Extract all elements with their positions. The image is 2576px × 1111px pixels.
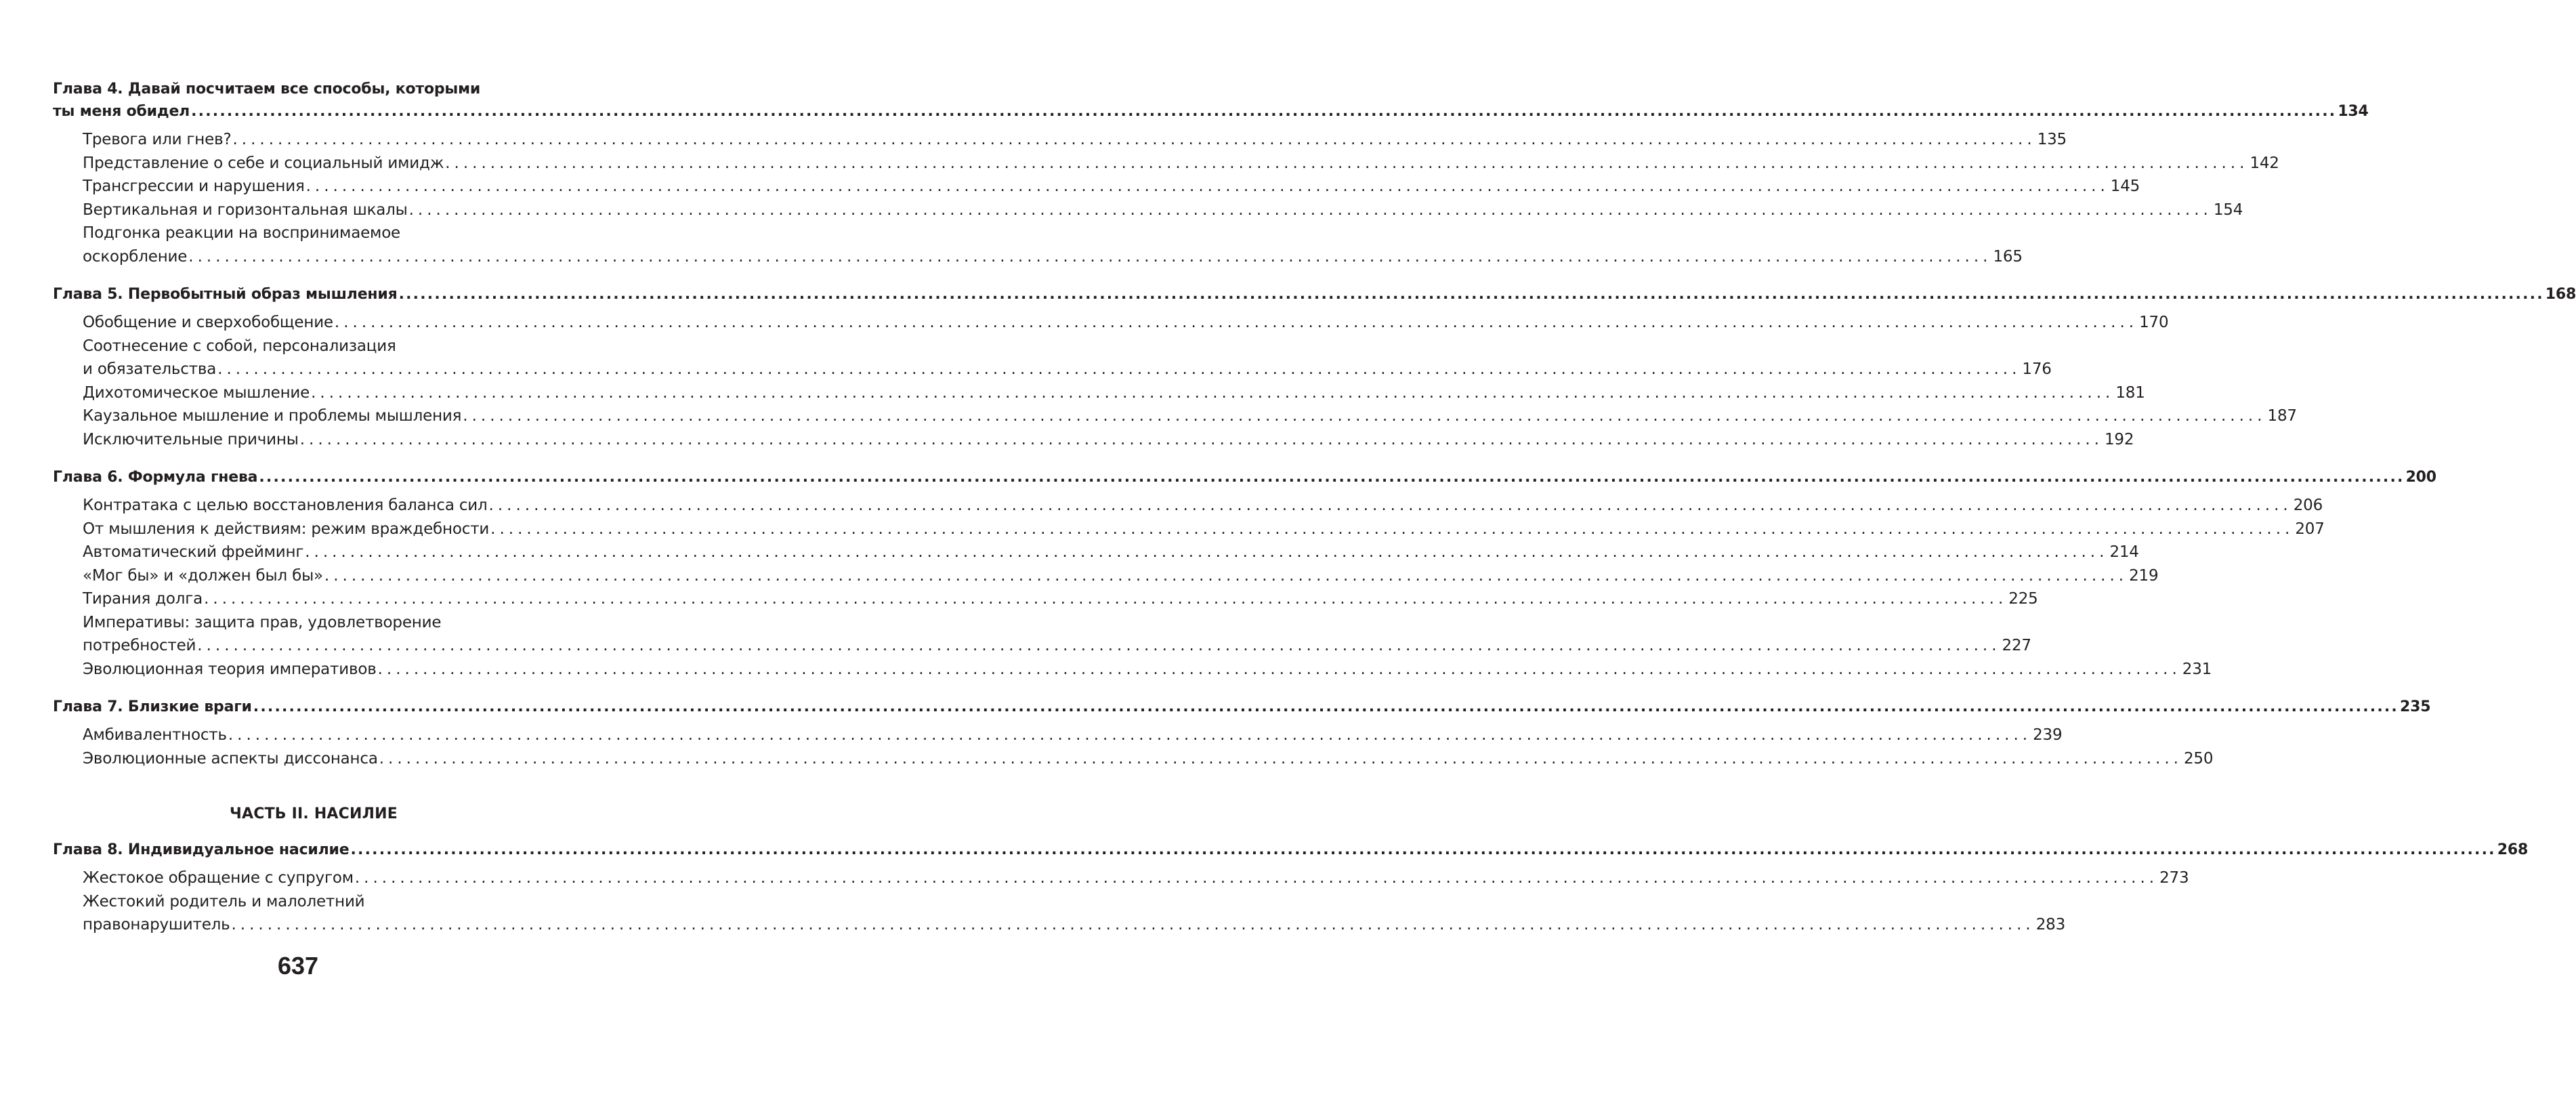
chapter-block (53, 839, 2529, 937)
leader-dots: ........................................................................................................................................................................................................ (311, 383, 2115, 402)
toc-entry (83, 175, 2140, 198)
toc-entry-text: Амбивалентность (83, 726, 227, 744)
leader-dots: ............................................................................................................................................................................................................................................................................................................ (350, 841, 2496, 858)
toc-entry (83, 152, 2279, 175)
chapter-title (53, 839, 2529, 861)
toc-entry-text: Жестокое обращение с супругом (83, 869, 354, 887)
toc-entry (83, 541, 2139, 564)
chapter-page: 168 (2545, 286, 2576, 303)
toc-entry-page: 225 (2008, 590, 2038, 608)
toc-entry (83, 611, 2031, 658)
toc-entry-text: Трансгрессии и нарушения (83, 177, 305, 195)
toc-entry (83, 518, 2325, 541)
leader-dots: ........................................................................................................................................................................................................ (197, 637, 2001, 654)
leader-dots: ........................................................................................................................................................................................................ (228, 726, 2032, 744)
toc-entry-text: Автоматический фрейминг (83, 543, 304, 561)
toc-entry-text: правонарушитель (83, 916, 230, 934)
toc-entry-page: 165 (1993, 247, 2023, 266)
leader-dots: ........................................................................................................................................................................................................ (377, 660, 2181, 678)
toc-entry (83, 198, 2243, 222)
toc-entry-page: 181 (2115, 383, 2145, 402)
toc-entry (83, 245, 2023, 269)
leader-dots: ........................................................................................................................................................................................................ (299, 430, 2103, 448)
toc-entry (83, 381, 2145, 405)
chapter-page: 235 (2400, 698, 2431, 715)
toc-entry-text: Каузальное мышление и проблемы мышления (83, 407, 462, 425)
toc-entry-page: 154 (2213, 201, 2243, 219)
toc-entry-page: 283 (2035, 916, 2066, 934)
leader-dots: ........................................................................................................................................................................................................ (305, 177, 2109, 195)
leader-dots: ............................................................................................................................................................................................................................................................................................................ (191, 103, 2337, 120)
toc-entry-text: Дихотомическое мышление (83, 383, 310, 402)
toc-entry-page: 273 (2159, 869, 2189, 887)
table-of-contents (53, 78, 2576, 952)
section-list (53, 724, 2214, 770)
toc-entry-page: 176 (2022, 360, 2052, 378)
section-list (53, 494, 2325, 681)
leader-dots: ........................................................................................................................................................................................................ (217, 360, 2021, 378)
leader-dots: ........................................................................................................................................................................................................ (204, 590, 2008, 608)
toc-entry-text: потребностей (83, 637, 196, 654)
leader-dots: ............................................................................................................................................................................................................................................................................................................ (259, 469, 2405, 486)
toc-entry (83, 311, 2169, 335)
toc-entry (83, 564, 2159, 588)
toc-entry-line: Соотнесение с собой, персонализация (83, 337, 396, 355)
toc-entry (83, 198, 2243, 222)
leader-dots: ........................................................................................................................................................................................................ (305, 543, 2109, 561)
chapter-title (53, 466, 2436, 488)
chapter-title (53, 283, 2576, 306)
chapter-title-entry (53, 100, 2369, 123)
toc-entry (83, 658, 2212, 682)
toc-entry-text: Тирания долга (83, 590, 203, 608)
toc-entry (83, 175, 2140, 198)
toc-entry (83, 747, 2214, 771)
toc-entry (83, 518, 2325, 541)
toc-entry-line: Жестокий родитель и малолетний (83, 892, 365, 910)
chapter-title-entry (53, 696, 2431, 718)
leader-dots: ........................................................................................................................................................................................................ (408, 201, 2212, 219)
leader-dots: ........................................................................................................................................................................................................ (334, 314, 2138, 331)
toc-entry-page: 192 (2104, 430, 2134, 448)
toc-entry-page: 219 (2129, 566, 2159, 585)
leader-dots: ........................................................................................................................................................................................................ (379, 749, 2182, 768)
toc-entry-text: Вертикальная и горизонтальная шкалы (83, 201, 408, 219)
leader-dots: ........................................................................................................................................................................................................ (488, 497, 2292, 514)
chapter-block (53, 696, 2431, 770)
chapter-page: 200 (2405, 469, 2436, 486)
toc-entry-page: 239 (2033, 726, 2063, 744)
leader-dots: ........................................................................................................................................................................................................ (463, 407, 2266, 425)
toc-entry-text: Контратака с целью восстановления баланса сил (83, 497, 488, 514)
chapter-block (53, 78, 2369, 268)
chapter-page: 134 (2338, 103, 2369, 120)
chapter-title (53, 696, 2431, 718)
toc-entry (83, 381, 2145, 405)
toc-entry (83, 587, 2038, 611)
chapter-title-text: Глава 5. Первобытный образ мышления (53, 286, 398, 303)
toc-entry-page: 206 (2293, 497, 2323, 514)
toc-entry (83, 587, 2038, 611)
chapter-block (53, 466, 2436, 681)
section-list (53, 866, 2189, 937)
toc-entry (83, 311, 2169, 335)
toc-entry-page: 207 (2295, 520, 2325, 538)
toc-entry-text: и обязательства (83, 360, 217, 378)
toc-entry (83, 747, 2214, 771)
chapter-page: 268 (2497, 841, 2529, 858)
toc-entry (83, 658, 2212, 682)
toc-entry (83, 152, 2279, 175)
toc-entry-text: Эволюционная теория императивов (83, 660, 377, 678)
toc-entry-page: 142 (2250, 154, 2279, 172)
toc-entry-page: 231 (2182, 660, 2212, 678)
leader-dots: ........................................................................................................................................................................................................ (490, 520, 2294, 538)
toc-entry (83, 866, 2189, 890)
toc-entry (83, 128, 2067, 152)
leader-dots: ........................................................................................................................................................................................................ (231, 916, 2035, 934)
leader-dots: ............................................................................................................................................................................................................................................................................................................ (398, 286, 2544, 303)
section-list (53, 311, 2297, 451)
toc-entry (83, 724, 2063, 747)
chapter-title-entry (53, 466, 2436, 488)
toc-entry (83, 222, 2023, 268)
leader-dots: ........................................................................................................................................................................................................ (354, 869, 2159, 887)
toc-entry (83, 494, 2323, 518)
page-number: 637 (277, 952, 319, 980)
toc-entry (83, 890, 2066, 937)
toc-entry (83, 494, 2323, 518)
toc-entry-page: 227 (2002, 637, 2031, 654)
toc-entry (83, 404, 2297, 428)
chapter-title-text: Глава 7. Близкие враги (53, 698, 252, 715)
toc-entry (83, 724, 2063, 747)
leader-dots: ............................................................................................................................................................................................................................................................................................................ (253, 698, 2399, 715)
toc-entry (83, 541, 2139, 564)
toc-entry-page: 170 (2139, 314, 2169, 331)
chapter-title (53, 78, 2369, 123)
toc-entry-page: 250 (2183, 749, 2214, 768)
leader-dots: ........................................................................................................................................................................................................ (324, 566, 2128, 585)
toc-entry (83, 428, 2134, 452)
chapter-title-text: ты меня обидел (53, 103, 190, 120)
chapter-title-text: Глава 8. Индивидуальное насилие (53, 841, 350, 858)
toc-entry-text: Представление о себе и социальный имидж (83, 154, 444, 172)
toc-entry-page: 187 (2267, 407, 2297, 425)
chapter-title-entry (53, 283, 2576, 306)
leader-dots: ........................................................................................................................................................................................................ (188, 247, 1992, 266)
section-list (53, 128, 2279, 268)
toc-entry (83, 634, 2031, 658)
toc-entry (83, 404, 2297, 428)
toc-entry (83, 358, 2052, 381)
toc-entry-page: 135 (2037, 131, 2067, 148)
toc-entry (83, 128, 2067, 152)
toc-entry-text: Тревога или гнев? (83, 131, 232, 148)
toc-entry (83, 335, 2052, 381)
toc-entry (83, 866, 2189, 890)
toc-entry-text: «Мог бы» и «должен был бы» (83, 566, 323, 585)
chapter-title-line: Глава 4. Давай посчитаем все способы, которыми (53, 81, 481, 98)
toc-entry-text: Исключительные причины (83, 430, 299, 448)
toc-entry-page: 145 (2110, 177, 2140, 195)
toc-entry (83, 913, 2066, 937)
toc-entry-line: Подгонка реакции на воспринимаемое (83, 224, 401, 242)
leader-dots: ........................................................................................................................................................................................................ (445, 154, 2249, 172)
toc-entry-line: Императивы: защита прав, удовлетворение (83, 613, 442, 631)
toc-entry-text: Эволюционные аспекты диссонанса (83, 749, 378, 768)
toc-entry-text: От мышления к действиям: режим враждебности (83, 520, 490, 538)
toc-entry (83, 428, 2134, 452)
toc-entry-text: Обобщение и сверхобобщение (83, 314, 333, 331)
leader-dots: ........................................................................................................................................................................................................ (232, 131, 2036, 148)
toc-entry-page: 214 (2109, 543, 2139, 561)
toc-entry (83, 564, 2159, 588)
chapter-block (53, 283, 2576, 451)
chapter-title-text: Глава 6. Формула гнева (53, 469, 258, 486)
chapter-title-entry (53, 839, 2529, 861)
toc-entry-text: оскорбление (83, 247, 188, 266)
part-title: ЧАСТЬ II. НАСИЛИЕ (230, 805, 398, 822)
